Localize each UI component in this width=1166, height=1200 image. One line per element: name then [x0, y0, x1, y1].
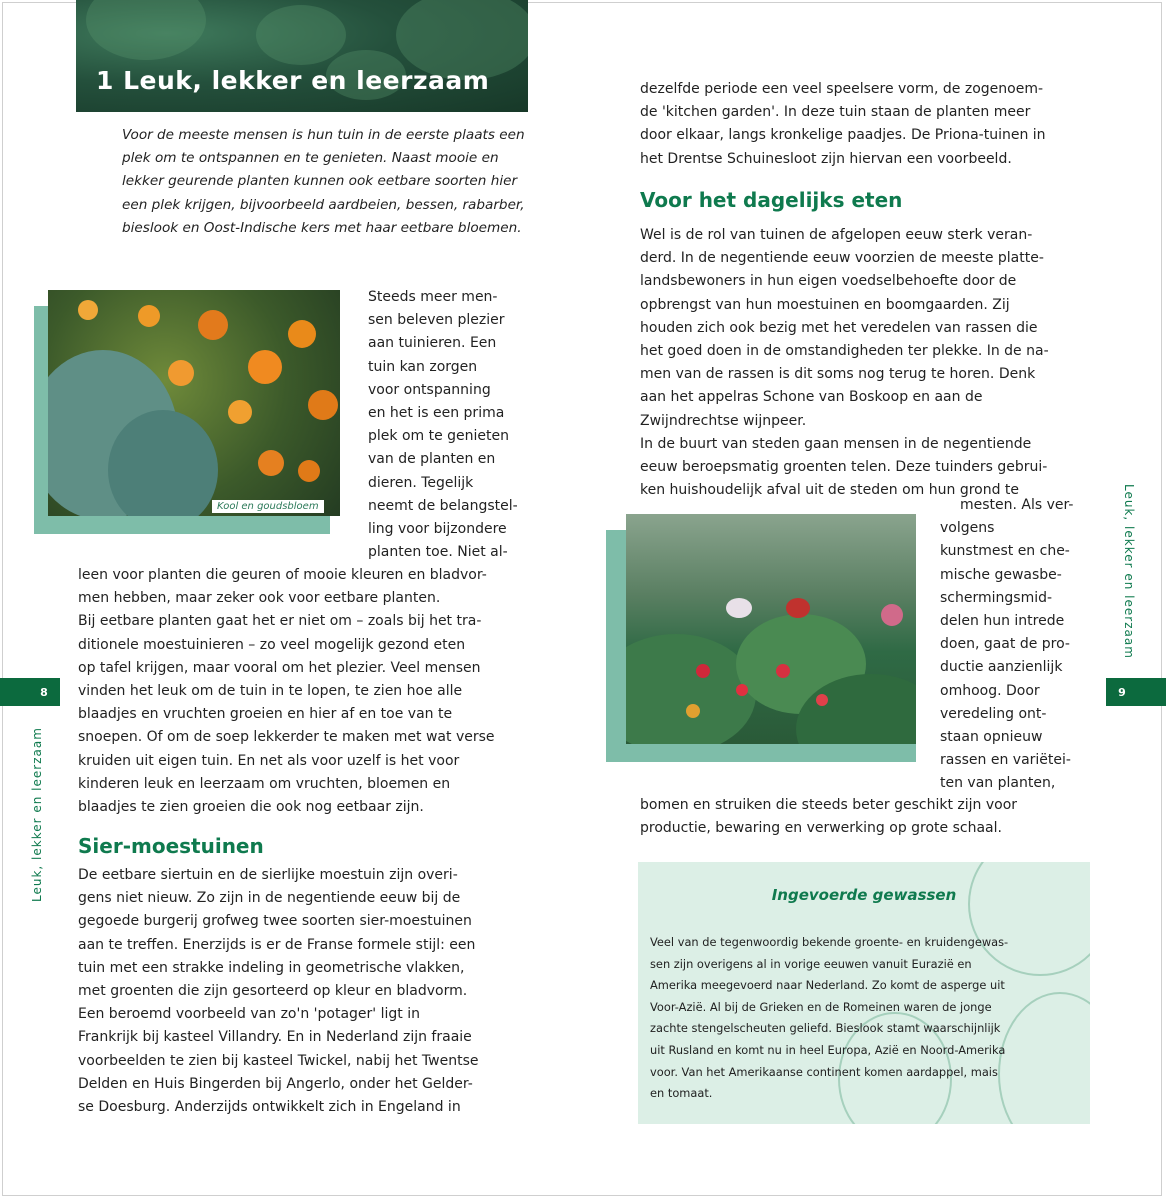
text-line: houden zich ook bezig met het veredelen van rassen die [640, 319, 1038, 336]
text-line: door elkaar, langs kronkelige paadjes. De Priona-tuinen in [640, 127, 1046, 144]
right-top-text [640, 78, 1090, 171]
text-line: uit Rusland en komt nu in heel Europa, Azië en Noord-Amerika [650, 1042, 1006, 1057]
text-line: Frankrijk bij kasteel Villandry. En in Nederland zijn fraaie [78, 1029, 472, 1046]
sidebar-title: Ingevoerde gewassen [771, 886, 957, 904]
text-line: kruiden uit eigen tuin. En net als voor uzelf is het voor [78, 752, 460, 769]
text-line: Steeds meer men- [368, 289, 498, 305]
right-bottom-text [640, 794, 1080, 840]
right-mid-text [640, 224, 1080, 502]
text-line: Voor-Azië. Al bij de Grieken en de Romeinen waren de jonge [650, 999, 992, 1014]
text-line: aan tuinieren. Een [368, 335, 497, 352]
text-line: Amerika meegevoerd naar Nederland. Zo komt de asperge uit [650, 978, 1005, 993]
text-line: rassen en variëtei- [940, 752, 1071, 769]
text-line: tuin met een strakke indeling in geometrische vlakken, [78, 959, 465, 976]
text-line: veredeling ont- [940, 705, 1047, 722]
left-wrap-text [368, 286, 538, 564]
text-line: gegoede burgerij grofweg twee soorten sier-moestuinen [78, 913, 472, 930]
text-line: van de planten en [368, 451, 496, 468]
text-line: blaadjes en vruchten groeien en hier af en toe van te [78, 706, 453, 723]
text-line: blaadjes te zien groeien die ook nog eetbaar zijn. [78, 799, 424, 816]
photo-cabbage-marigold [48, 290, 340, 516]
intro-paragraph: Voor de meeste mensen is hun tuin in de eerste plaats een plek om te ontspannen en te genieten. Naast mooie en lekker geurende planten kunnen ook eetbare soorten hier een plek krijgen, bijvoorbeeld aardbeien, bessen, rabarber, bieslook en Oost-Indische kers met haar eetbare bloemen. [122, 127, 525, 236]
text-line: ling voor bijzondere [368, 521, 507, 538]
text-line: planten toe. Niet al- [368, 544, 508, 561]
chapter-banner [76, 0, 528, 112]
text-line: productie, bewaring en verwerking op grote schaal. [640, 820, 1002, 837]
text-line: staan opnieuw [940, 729, 1043, 746]
chapter-title: 1 Leuk, lekker en leerzaam [96, 66, 490, 95]
photo-garden-workers [626, 514, 916, 744]
sier-moestuinen-text [78, 864, 538, 1119]
text-line: vinden het leuk om de tuin in te lopen, te zien hoe alle [78, 683, 463, 700]
page-number: 8 [40, 685, 48, 699]
right-wrap-text [940, 494, 1080, 796]
sidebar-text [650, 932, 1062, 1105]
text-line: kunstmest en che- [940, 543, 1070, 560]
text-line: zachte stengelscheuten geliefd. Bieslook stamt waarschijnlijk [650, 1021, 1001, 1036]
page-number: 9 [1118, 685, 1126, 699]
text-line: voorbeelden te zien bij kasteel Twickel, nabij het Twentse [78, 1052, 479, 1069]
text-line: bomen en struiken die steeds beter geschikt zijn voor [640, 797, 1018, 813]
text-line: gens niet nieuw. Zo zijn in de negentiende eeuw bij de [78, 890, 461, 907]
left-main-text [78, 564, 538, 819]
section-heading-sier-moestuinen: Sier-moestuinen [78, 834, 264, 858]
text-line: ductie aanzienlijk [940, 659, 1063, 676]
text-line: aan te treffen. Enerzijds is er de Franse formele stijl: een [78, 936, 476, 953]
text-line: landsbewoners in hun eigen voedselbehoefte door de [640, 273, 1017, 290]
text-line: voor ontspanning [368, 381, 491, 398]
text-line: Wel is de rol van tuinen de afgelopen eeuw sterk veran- [640, 227, 1033, 243]
text-line: tuin kan zorgen [368, 358, 478, 375]
text-line: neemt de belangstel- [368, 497, 518, 514]
text-line: men hebben, maar zeker ook voor eetbare planten. [78, 590, 441, 607]
section-heading-dagelijks-eten: Voor het dagelijks eten [640, 188, 903, 212]
text-line: snoepen. Of om de soep lekkerder te maken met wat verse [78, 729, 495, 746]
text-line: dezelfde periode een veel speelsere vorm, de zogenoem- [640, 81, 1044, 97]
text-line: omhoog. Door [940, 682, 1040, 699]
text-line: voor. Van het Amerikaanse continent komen aardappel, mais [650, 1064, 998, 1079]
text-line: kinderen leuk en leerzaam om vruchten, bloemen en [78, 775, 451, 792]
text-line: doen, gaat de pro- [940, 636, 1070, 653]
text-line: opbrengst van hun moestuinen en boomgaarden. Zij [640, 296, 1010, 313]
text-line: plek om te genieten [368, 428, 510, 445]
text-line: en het is een prima [368, 405, 505, 422]
photo-caption: Kool en goudsbloem [212, 500, 324, 513]
text-line: Delden en Huis Bingerden bij Angerlo, onder het Gelder- [78, 1075, 473, 1092]
text-line: Zwijndrechtse wijnpeer. [640, 412, 807, 429]
page-number-tab-right [1106, 678, 1166, 706]
text-line: dieren. Tegelijk [368, 474, 474, 491]
text-line: Een beroemd voorbeeld van zo'n 'potager' ligt in [78, 1006, 420, 1023]
text-line: de 'kitchen garden'. In deze tuin staan de planten meer [640, 104, 1031, 121]
text-line: op tafel krijgen, maar vooral om het plezier. Veel mensen [78, 659, 481, 676]
text-line: mische gewasbe- [940, 566, 1062, 583]
page-number-tab-left [0, 678, 60, 706]
text-line: In de buurt van steden gaan mensen in de negentiende [640, 435, 1032, 452]
text-line: ken huishoudelijk afval uit de steden om hun grond te [640, 482, 1020, 499]
text-line: mesten. Als ver- [960, 497, 1074, 513]
text-line: aan het appelras Schone van Boskoop en aan de [640, 389, 983, 406]
text-line: De eetbare siertuin en de sierlijke moestuin zijn overi- [78, 867, 458, 883]
text-line: eeuw beroepsmatig groenten telen. Deze tuinders gebrui- [640, 459, 1048, 476]
text-line: sen zijn overigens al in vorige eeuwen vanuit Eurazië en [650, 956, 972, 971]
text-line: sen beleven plezier [368, 312, 505, 329]
text-line: met groenten die zijn gesorteerd op kleur en bladvorm. [78, 983, 468, 1000]
text-line: delen hun intrede [940, 613, 1065, 630]
text-line: derd. In de negentiende eeuw voorzien de meeste platte- [640, 250, 1044, 267]
text-line: schermingsmid- [940, 589, 1053, 606]
text-line: ten van planten, [940, 775, 1056, 792]
text-line: se Doesburg. Anderzijds ontwikkelt zich in Engeland in [78, 1099, 461, 1116]
text-line: leen voor planten die geuren of mooie kleuren en bladvor- [78, 567, 487, 583]
running-head-right: Leuk, lekker en leerzaam [1122, 484, 1136, 659]
text-line: ditionele moestuinieren – zo veel mogelijk gezond eten [78, 636, 466, 653]
text-line: het Drentse Schuinesloot zijn hiervan een voorbeeld. [640, 150, 1012, 167]
text-line: Veel van de tegenwoordig bekende groente- en kruidengewas- [650, 935, 1009, 949]
running-head-left: Leuk, lekker en leerzaam [30, 727, 44, 902]
text-line: men van de rassen is dit soms nog terug te horen. Denk [640, 366, 1036, 383]
sidebar-box-ingevoerde-gewassen [638, 862, 1090, 1124]
text-line: het goed doen in de omstandigheden ter plekke. In de na- [640, 343, 1049, 360]
text-line: Bij eetbare planten gaat het er niet om – zoals bij het tra- [78, 613, 482, 630]
text-line: en tomaat. [650, 1086, 713, 1101]
text-line: volgens [940, 520, 995, 537]
